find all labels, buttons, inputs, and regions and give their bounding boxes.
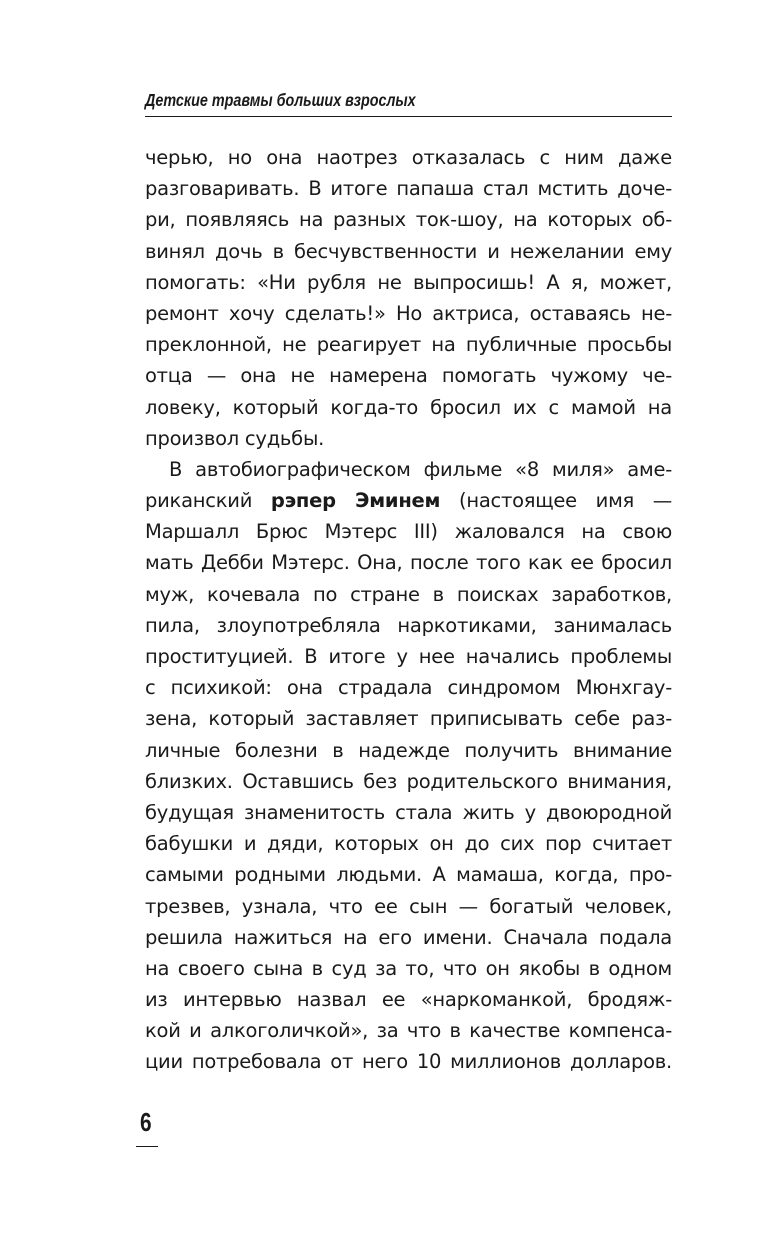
text-line: с психикой: она страдала синдромом Мюнхгау- xyxy=(145,676,672,700)
text-line: трезвев, узнала, что ее сын — богатый человек, xyxy=(145,894,672,918)
text-line: В автобиографическом фильме «8 миля» аме- xyxy=(169,457,672,481)
text-line: разговаривать. В итоге папаша стал мстить доче- xyxy=(145,177,672,201)
text-line: муж, кочевала по стране в поисках заработков, xyxy=(145,582,672,606)
text-line: кой и алкоголичкой», за что в качестве компенса- xyxy=(145,1019,672,1043)
text-line: помогать: «Ни рубля не выпросишь! А я, может, xyxy=(145,270,672,294)
text-line: решила нажиться на его имени. Сначала подала xyxy=(145,925,672,949)
text-line: преклонной, не реагирует на публичные просьбы xyxy=(145,333,672,357)
text-line: пила, злоупотребляла наркотиками, занималась xyxy=(145,613,672,637)
text-line: ремонт хочу сделать!» Но актриса, оставаясь не- xyxy=(145,301,672,325)
page-number: 6 xyxy=(140,1107,152,1137)
text-fragment: риканский xyxy=(145,489,253,513)
text-line: самыми родными людьми. А мамаша, когда, про- xyxy=(145,863,672,887)
text-line: на своего сына в суд за то, что он якобы в одном xyxy=(145,956,672,980)
text-line: отца — она не намерена помогать чужому че- xyxy=(145,364,672,388)
text-line: близких. Оставшись без родительского внимания, xyxy=(145,769,672,793)
text-fragment: (настоящее имя — xyxy=(458,489,672,513)
text-line: зена, который заставляет приписывать себе раз- xyxy=(145,707,672,731)
emphasis-text: рэпер Эминем xyxy=(270,489,441,513)
text-line: винял дочь в бесчувственности и нежелании ему xyxy=(145,239,672,263)
text-line: ри, появляясь на разных ток-шоу, на которых об- xyxy=(145,208,672,232)
running-head-title: Детские травмы больших взрослых xyxy=(145,90,416,110)
text-line: произвол судьбы. xyxy=(145,426,325,450)
text-line: будущая знаменитость стала жить у двоюродной xyxy=(145,800,672,824)
text-line: Маршалл Брюс Мэтерс III) жаловался на свою xyxy=(145,520,672,544)
header-rule xyxy=(145,116,672,117)
body-text xyxy=(145,142,672,1078)
text-line: ловеку, который когда-то бросил их с мамой на xyxy=(145,395,672,419)
text-line: проституцией. В итоге у нее начались проблемы xyxy=(145,645,672,668)
text-line: бабушки и дяди, которых он до сих пор считает xyxy=(145,832,672,856)
paragraph-2 xyxy=(145,454,672,1078)
text-line: черью, но она наотрез отказалась с ним даже xyxy=(145,146,672,169)
footer-rule xyxy=(136,1146,158,1147)
text-line xyxy=(145,485,672,516)
text-line: мать Дебби Мэтерс. Она, после того как ее бросил xyxy=(145,551,672,575)
text-line: из интервью назвал ее «наркоманкой, бродяж- xyxy=(145,988,672,1012)
text-line: ции потребовала от него 10 миллионов долларов. xyxy=(145,1050,672,1074)
paragraph-1 xyxy=(145,142,672,454)
text-line: личные болезни в надежде получить внимание xyxy=(145,738,672,762)
